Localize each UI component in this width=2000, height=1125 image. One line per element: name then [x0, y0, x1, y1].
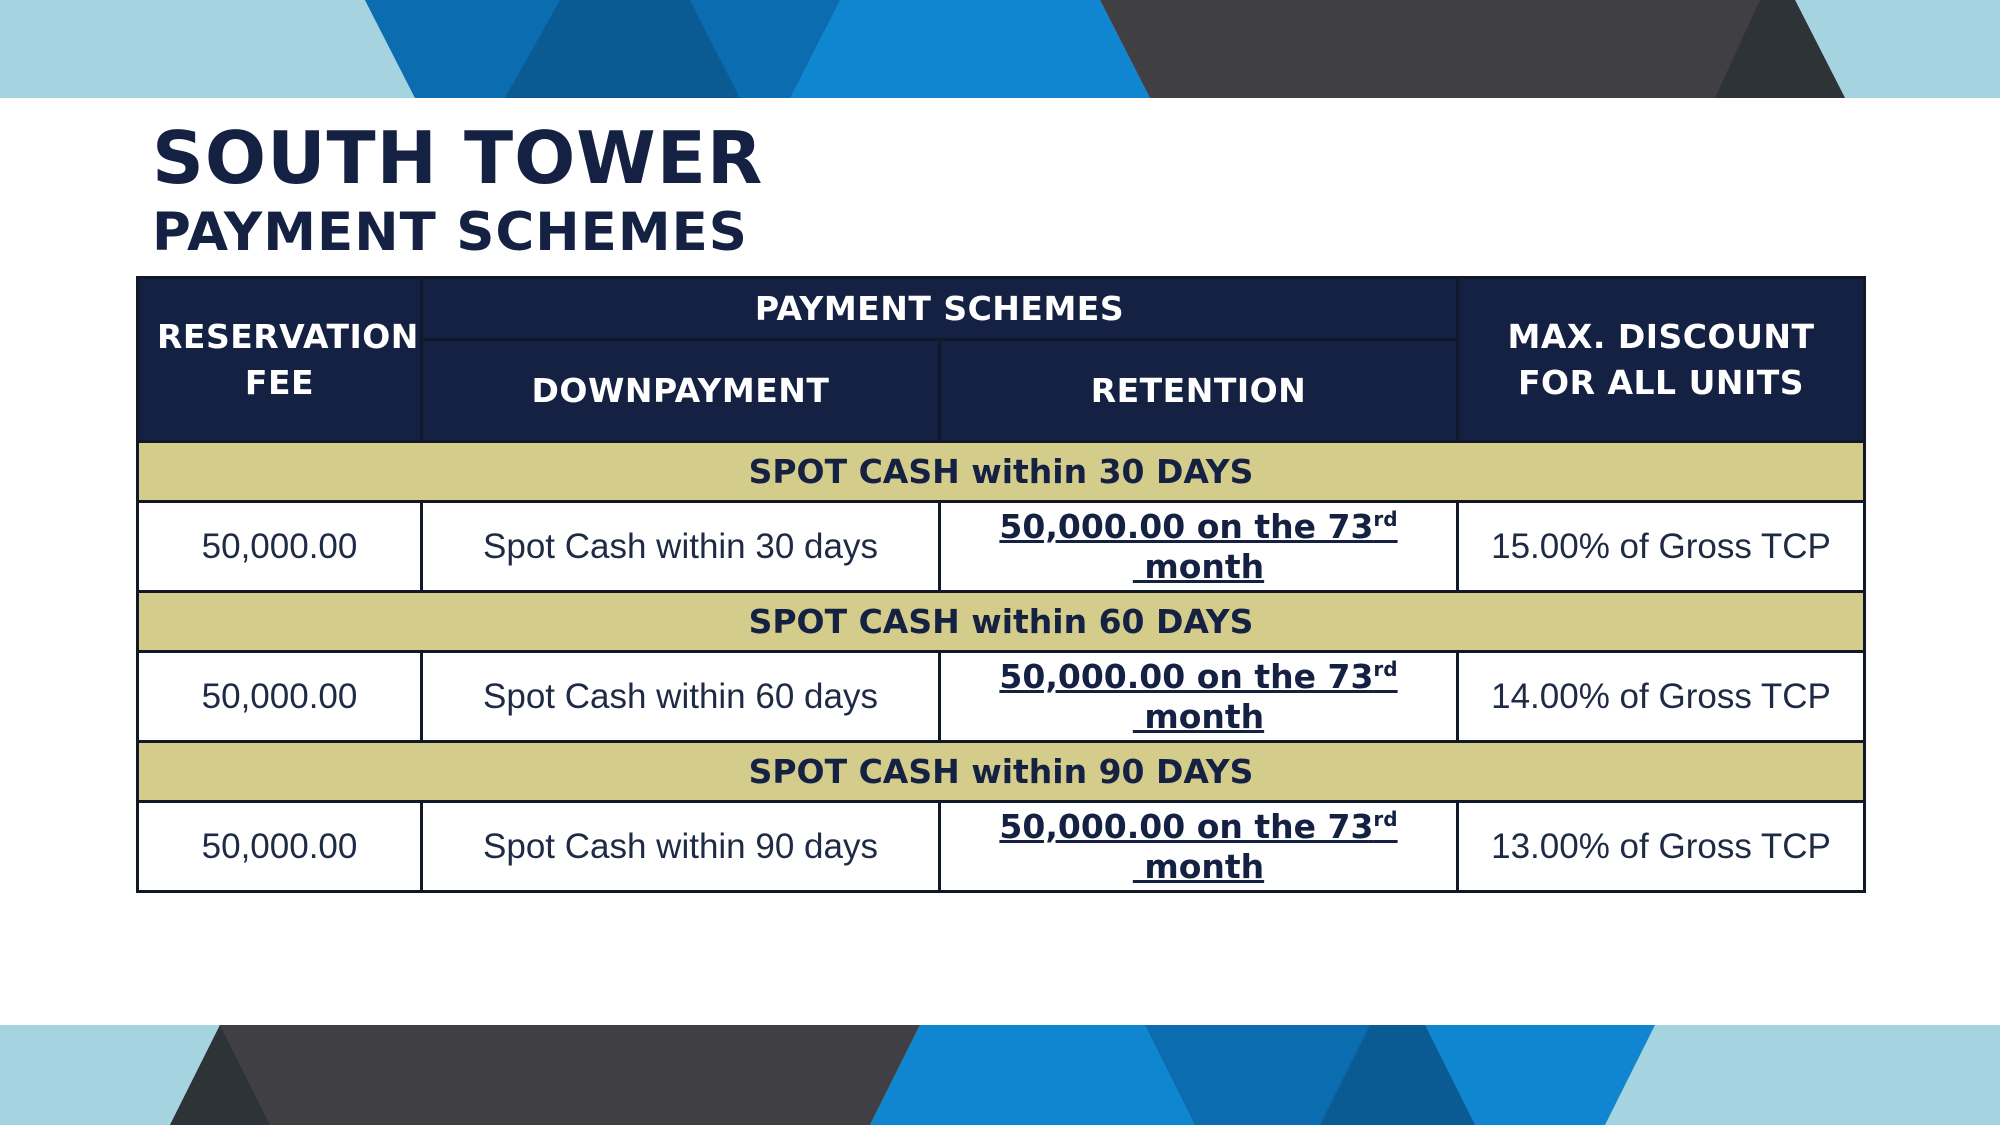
retention-cell: [940, 652, 1458, 742]
downpayment-cell: Spot Cash within 90 days: [422, 802, 940, 892]
group-label: SPOT CASH within 90 DAYS: [138, 742, 1865, 802]
table-row: [138, 502, 1865, 592]
downpayment-cell: Spot Cash within 60 days: [422, 652, 940, 742]
group-row-30-days: [138, 442, 1865, 502]
downpayment-cell: Spot Cash within 30 days: [422, 502, 940, 592]
header-retention: RETENTION: [940, 340, 1458, 442]
retention-tail: month: [1132, 546, 1265, 586]
retention-tail: month: [1132, 846, 1265, 886]
reservation-fee-cell: 50,000.00: [138, 502, 422, 592]
reservation-fee-cell: 50,000.00: [138, 652, 422, 742]
group-row-90-days: [138, 742, 1865, 802]
top-triangle-pattern: [0, 0, 2000, 98]
top-decorative-band: [0, 0, 2000, 98]
retention-link[interactable]: [999, 807, 1397, 886]
ordinal-suffix: rd: [1373, 506, 1398, 531]
discount-cell: 14.00% of Gross TCP: [1458, 652, 1865, 742]
group-row-60-days: [138, 592, 1865, 652]
retention-link[interactable]: [999, 657, 1397, 736]
retention-amount: 50,000.00 on the 73: [999, 506, 1374, 546]
payment-schemes-table: [136, 276, 1866, 893]
reservation-fee-cell: 50,000.00: [138, 802, 422, 892]
ordinal-suffix: rd: [1373, 806, 1398, 831]
discount-cell: 15.00% of Gross TCP: [1458, 502, 1865, 592]
retention-link[interactable]: [999, 507, 1397, 586]
header-max-discount: MAX. DISCOUNT FOR ALL UNITS: [1458, 278, 1865, 442]
discount-cell: 13.00% of Gross TCP: [1458, 802, 1865, 892]
header-downpayment: DOWNPAYMENT: [422, 340, 940, 442]
group-label: SPOT CASH within 60 DAYS: [138, 592, 1865, 652]
title-block: [152, 116, 763, 266]
retention-cell: [940, 502, 1458, 592]
retention-tail: month: [1132, 696, 1265, 736]
page-title: SOUTH TOWER: [152, 116, 764, 200]
retention-amount: 50,000.00 on the 73: [999, 656, 1374, 696]
page-subtitle: PAYMENT SCHEMES: [152, 202, 748, 263]
retention-cell: [940, 802, 1458, 892]
header-payment-schemes: PAYMENT SCHEMES: [422, 278, 1458, 340]
bottom-triangle-pattern: [0, 1025, 2000, 1125]
group-label: SPOT CASH within 30 DAYS: [138, 442, 1865, 502]
bottom-decorative-band: [0, 1025, 2000, 1125]
header-reservation-fee: RESERVATION FEE: [138, 278, 422, 442]
ordinal-suffix: rd: [1373, 656, 1398, 681]
retention-amount: 50,000.00 on the 73: [999, 806, 1374, 846]
table-row: [138, 652, 1865, 742]
table-row: [138, 802, 1865, 892]
